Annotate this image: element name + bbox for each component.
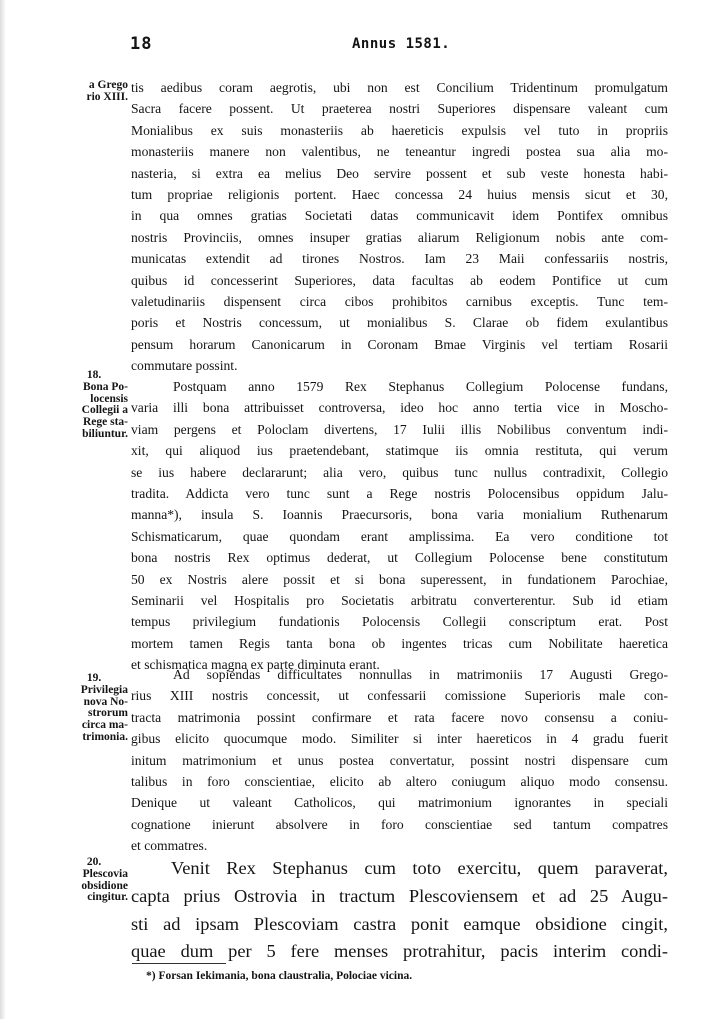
text-line: et schismatica magna ex parte diminuta erant. [131,657,380,673]
text-line: cognatione inierunt absolvere in foro conscientiae sed tantum compatres [131,816,668,832]
margin-note-line: locensis [90,392,128,405]
text-line: Monialibus ex suis monasteriis ab haereticis expulsis vel tuto in propriis [131,122,668,138]
margin-note-line: strorum [87,707,128,720]
margin-note-line: rio XIII. [86,90,128,103]
text-line: tradita. Addicta vero tunc sunt a Rege nostris Polocensibus oppidum Jalu- [131,485,668,501]
text-line: initum matrimonium et unus postea convertatur, possint nostri dispensare cum [131,752,668,768]
footnote-rule [132,963,226,964]
text-line: Seminarii vel Hospitalis pro Societatis arbitratu converterentur. Sub id etiam [131,592,668,608]
text-line: commutare possint. [131,358,238,374]
paragraph-continuation [131,77,668,376]
text-line: nasteria, si extra ea melius Deo servire possent et sub veste honesta habi- [131,165,668,181]
text-line: tis aedibus coram aegrotis, ubi non est Concilium Tridentinum promulgatum [131,80,668,95]
margin-note-number: 18. [86,369,102,381]
margin-note-number: 20. [86,856,102,868]
text-line: bona nostris Rex optimus dederat, ut Collegium Polocense bene constitutum [131,550,668,566]
text-line: manna*), insula S. Ioannis Praecursoris, bona varia monialium Ruthenarum [131,507,668,523]
margin-note-number: 19. [86,672,102,684]
text-line: Denique ut valeant Catholicos, qui matrimonium ignorantes in speciali [131,795,668,811]
margin-note-line: a Grego [88,79,128,91]
text-line: gibus elicito quocumque modo. Similiter si inter haereticos in 4 gradu fuerit [131,731,668,747]
margin-note-20 [52,857,128,904]
text-line: municatas extendit ad tirones Nostros. Iam 23 Maii confessariis nostris, [131,251,668,267]
margin-note-line: Rege sta- [82,416,128,429]
text-line: sti ad ipsam Plescoviam castra ponit eamque obsidione cingit, [131,913,668,934]
margin-note-line: circa ma- [81,719,128,732]
text-line: viam pergens et Poloclam divertens, 17 Iulii illis Nobilibus conventum indi- [131,421,668,437]
paragraph-19 [131,664,668,857]
page-number: 18 [130,34,153,54]
margin-note-line: obsidione [81,879,128,892]
text-line: xit, qui aliquod ius praetendebant, statimque iis omnia restituta, qui verum [131,443,668,459]
text-line: mortem tamen Regis tanta bona ob ingentes tricas cum Nobilitate haeretica [131,635,668,651]
text-line: Schismaticarum, quae quondam erant amplissima. Ea vero conditione tot [131,528,668,544]
page-edge-shadow [0,0,6,1019]
paragraph-20 [131,855,668,966]
paragraph-18 [131,376,668,675]
text-line: monasteriis manere non valentibus, ne teneantur ingredi postea sua alia mo- [131,144,668,160]
text-line: capta prius Ostrovia in tractum Plescoviensem et ad 25 Augu- [131,885,668,906]
text-line: quae dum per 5 fere menses protrahitur, pacis interim condi- [131,941,668,962]
margin-note-line: Privilegia [80,683,128,696]
text-line: Ad sopiendas difficultates nonnullas in matrimoniis 17 Augusti Grego- [173,667,668,682]
margin-note-18 [52,370,128,441]
text-line: pensum horarum Canonicarum in Coronam Bmae Virginis vel tertiam Rosarii [131,336,668,352]
text-line: tracta matrimonia possint confirmare et rata facere novo consensu a coniu- [131,709,668,725]
margin-note-line: Bona Po- [82,380,128,393]
text-line: rius XIII nostris concessit, ut confessarii comissione Superioris male con- [131,688,668,704]
text-line: Venit Rex Stephanus cum toto exercitu, quem paraverat, [171,858,668,878]
margin-note-line: nova No- [83,695,128,708]
margin-note-19 [52,673,128,744]
margin-note-line: cingitur. [87,891,128,904]
text-line: quibus id concesserint Superiores, data facultas ab eodem Pontifice ut cum [131,272,668,288]
text-line: Sacra facere possent. Ut praeterea nostri Superiores dispensare valeant cum [131,101,668,117]
margin-note-line: trimonia. [82,730,128,743]
text-line: valetudinariis dispensent circa cibos prohibitos carnibus exceptis. Tunc tem- [131,293,668,309]
text-line: se ius habere declararunt; alia vero, quibus tunc nullus contradixit, Collegio [131,464,668,480]
text-line: 50 ex Nostris alere possit et si bona superessent, in fundationem Parochiae, [131,571,668,587]
text-line: tempus privilegium fundationis Polocensis Collegii conscriptum erat. Post [131,614,668,630]
margin-note-line: biliuntur. [82,427,128,440]
text-line: tum propriae religionis portent. Haec concessa 24 huius mensis sicut et 30, [131,186,668,202]
text-line: in qua omnes gratias Societati datas communicavit idem Pontifex omnibus [131,208,668,224]
page-header [0,34,720,56]
text-line: Postquam anno 1579 Rex Stephanus Collegium Polocense fundans, [173,379,668,394]
text-line: varia illi bona attribuisset controversa, ideo hoc anno tertia vice in Moscho- [131,400,668,416]
text-line: talibus in foro conscientiae, elicito ab altero coniugum aliquo modo consensu. [131,773,668,789]
text-line: et commatres. [131,838,208,854]
running-head: Annus 1581. [352,36,451,52]
text-line: nostris Provinciis, omnes insuper gratias aliarum Religionum nobis ante com- [131,229,668,245]
text-line: poris et Nostris concessum, ut monialibus S. Clarae ob fidem exulantibus [131,315,668,331]
margin-note-line: Collegii a [81,404,128,417]
margin-note-1 [52,80,128,104]
footnote: *) Forsan Iekimania, bona claustralia, Polociae vicina. [146,970,413,982]
margin-note-line: Plescovia [82,867,128,880]
